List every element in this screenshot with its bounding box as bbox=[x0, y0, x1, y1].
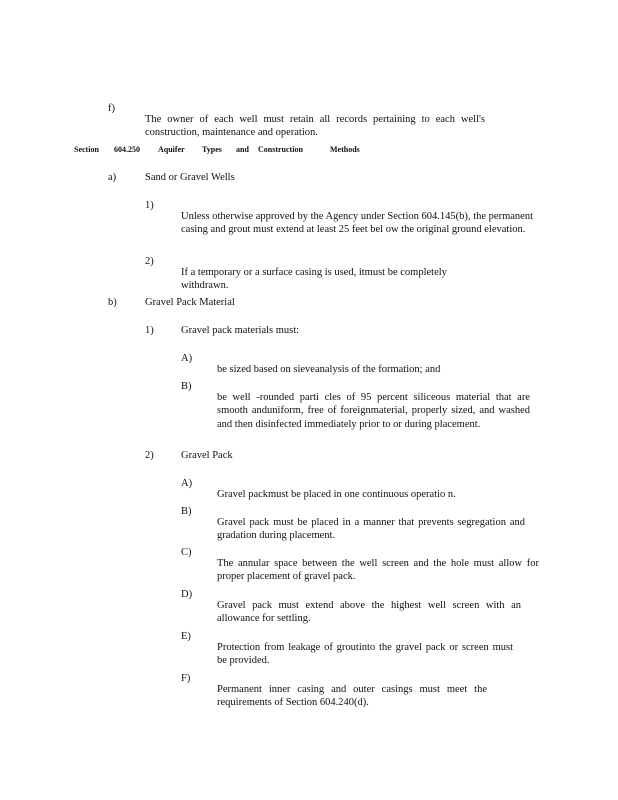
subitem-label: D) bbox=[181, 589, 193, 600]
subitem-label: B) bbox=[181, 381, 192, 392]
section-title-word: and bbox=[236, 145, 249, 154]
section-title-word: Types bbox=[202, 145, 222, 154]
section-number: 604.250 bbox=[114, 145, 140, 154]
section-title-word: Methods bbox=[330, 145, 360, 154]
subsection-label: b) bbox=[108, 297, 117, 308]
subsection-label: a) bbox=[108, 172, 117, 183]
item-label: 1) bbox=[145, 325, 154, 336]
section-title-word: Construction bbox=[258, 145, 303, 154]
section-word: Section bbox=[74, 145, 99, 154]
subitem-text: Protection from leakage of groutinto the gravel pack or screen must be provided. bbox=[217, 641, 513, 666]
subitem-label: A) bbox=[181, 478, 193, 489]
subitem-label: C) bbox=[181, 547, 192, 558]
item-label: 2) bbox=[145, 450, 154, 461]
item-text: The owner of each well must retain all records pertaining to each well's construction, maintenance and operation. bbox=[145, 113, 485, 138]
subitem-label: E) bbox=[181, 631, 191, 642]
subitem-label: B) bbox=[181, 506, 192, 517]
subitem-text: The annular space between the well screen and the hole must allow for proper placement of gravel pack. bbox=[217, 557, 539, 582]
section-title-word: Aquifer bbox=[158, 145, 185, 154]
item-text: Unless otherwise approved by the Agency under Section 604.145(b), the permanent casing and grout must extend at least 25 feet bel ow the original ground elevation. bbox=[181, 210, 533, 235]
subitem-text: be sized based on sieveanalysis of the formation; and bbox=[217, 363, 441, 375]
subitem-text: Gravel packmust be placed in one continuous operatio n. bbox=[217, 488, 456, 500]
subitem-text: Gravel pack must be placed in a manner that prevents segregation and gradation during placement. bbox=[217, 516, 525, 541]
subsection-heading: Sand or Gravel Wells bbox=[145, 172, 235, 183]
item-text: If a temporary or a surface casing is used, itmust be completely withdrawn. bbox=[181, 266, 447, 291]
item-label: 1) bbox=[145, 200, 154, 211]
item-text: Gravel pack materials must: bbox=[181, 325, 300, 336]
subitem-label: F) bbox=[181, 673, 191, 684]
item-text: Gravel Pack bbox=[181, 450, 233, 461]
subitem-text: Permanent inner casing and outer casings must meet the requirements of Section 604.240(d). bbox=[217, 683, 487, 708]
item-label: 2) bbox=[145, 256, 154, 267]
item-label: f) bbox=[108, 103, 115, 114]
subsection-heading: Gravel Pack Material bbox=[145, 297, 235, 308]
subitem-label: A) bbox=[181, 353, 193, 364]
subitem-text: Gravel pack must extend above the highest well screen with an allowance for settling. bbox=[217, 599, 521, 624]
subitem-text: be well -rounded parti cles of 95 percent siliceous material that are smooth anduniform, free of foreignmaterial, properly sized, and washed and then disinfected immediately prior to or during placement. bbox=[217, 391, 530, 430]
